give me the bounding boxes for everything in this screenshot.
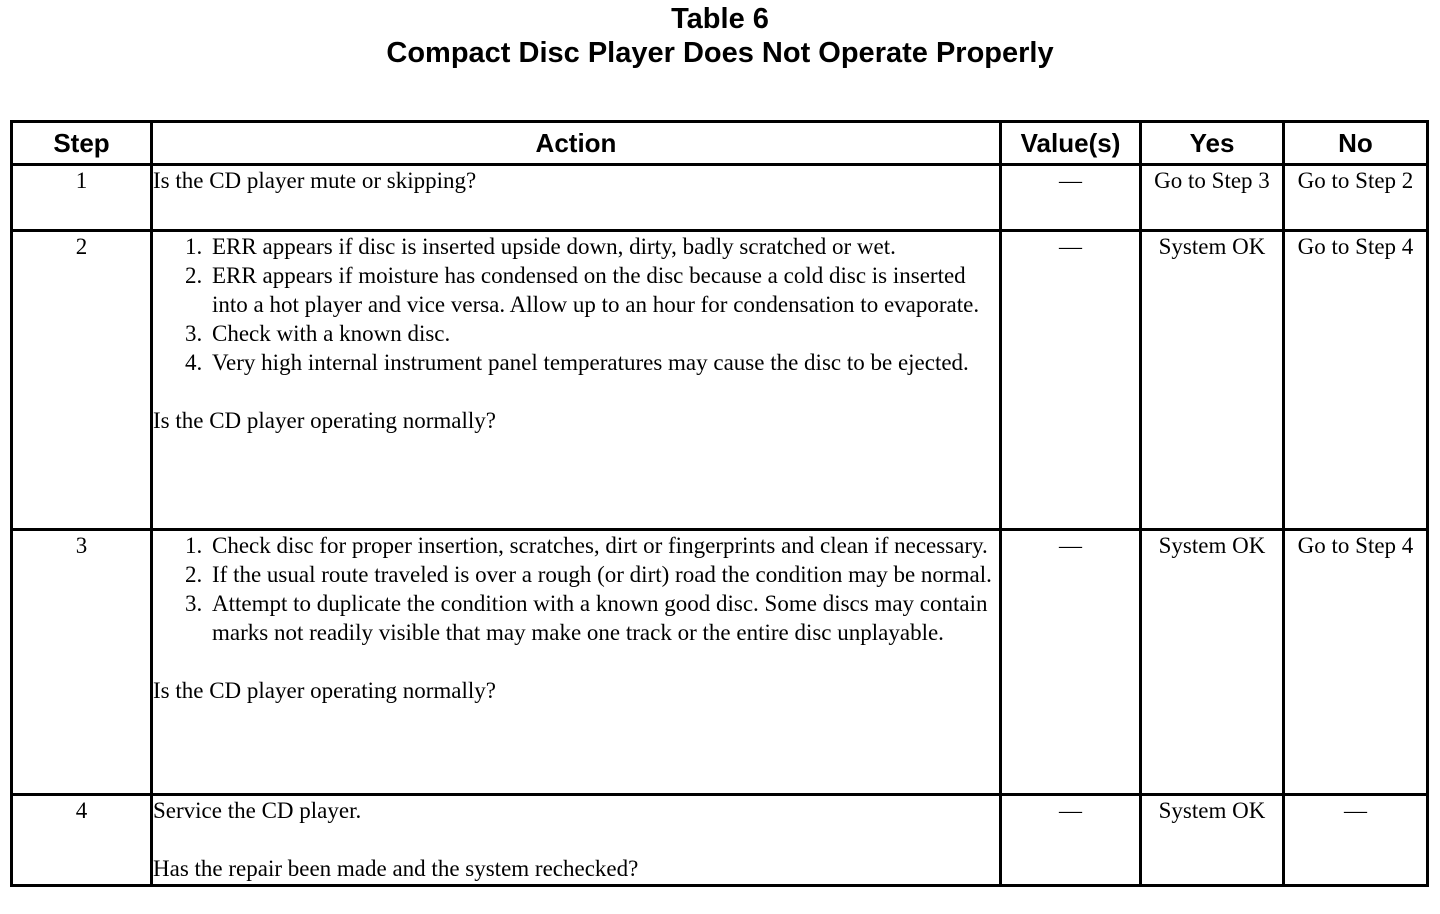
list-item: 4. Very high internal instrument panel temperatures may cause the disc to be ejected.: [208, 348, 999, 377]
action-list: [153, 232, 999, 377]
list-item: 3. Attempt to duplicate the condition with a known good disc. Some discs may contain marks not readily visible that may make one track or the entire disc unplayable.: [208, 589, 999, 647]
header-no: No: [1284, 122, 1428, 165]
table-row: [12, 530, 1428, 795]
step-number: 2: [12, 231, 152, 530]
no-cell: Go to Step 2: [1284, 165, 1428, 231]
action-question: Has the repair been made and the system rechecked?: [153, 856, 639, 881]
no-cell: —: [1284, 795, 1428, 886]
header-values: Value(s): [1001, 122, 1141, 165]
action-text: Is the CD player mute or skipping?: [153, 168, 477, 193]
step-number: 4: [12, 795, 152, 886]
yes-cell: System OK: [1141, 231, 1284, 530]
troubleshooting-table: [10, 120, 1429, 887]
action-list: [153, 531, 999, 647]
value-cell: —: [1001, 530, 1141, 795]
action-question: Is the CD player operating normally?: [153, 408, 496, 433]
yes-cell: Go to Step 3: [1141, 165, 1284, 231]
table-title: Compact Disc Player Does Not Operate Properly: [386, 37, 1054, 69]
action-text: Service the CD player.: [153, 798, 362, 823]
table-row: [12, 795, 1428, 886]
header-row: [12, 122, 1428, 165]
table-row: [12, 165, 1428, 231]
action-cell: [152, 165, 1001, 231]
header-step: Step: [12, 122, 152, 165]
action-question: Is the CD player operating normally?: [153, 678, 496, 703]
action-cell: [152, 530, 1001, 795]
yes-cell: System OK: [1141, 795, 1284, 886]
no-cell: Go to Step 4: [1284, 231, 1428, 530]
value-cell: —: [1001, 165, 1141, 231]
action-cell: [152, 795, 1001, 886]
value-cell: —: [1001, 231, 1141, 530]
no-cell: Go to Step 4: [1284, 530, 1428, 795]
yes-cell: System OK: [1141, 530, 1284, 795]
step-number: 3: [12, 530, 152, 795]
action-cell: [152, 231, 1001, 530]
list-item: 3. Check with a known disc.: [208, 319, 999, 348]
list-item: 1. Check disc for proper insertion, scratches, dirt or fingerprints and clean if necessary.: [208, 531, 999, 560]
step-number: 1: [12, 165, 152, 231]
list-item: 2. ERR appears if moisture has condensed on the disc because a cold disc is inserted into a hot player and vice versa. Allow up to an hour for condensation to evaporate.: [208, 261, 999, 319]
table-number: Table 6: [671, 3, 769, 35]
header-action: Action: [152, 122, 1001, 165]
list-item: 1. ERR appears if disc is inserted upside down, dirty, badly scratched or wet.: [208, 232, 999, 261]
value-cell: —: [1001, 795, 1141, 886]
list-item: 2. If the usual route traveled is over a rough (or dirt) road the condition may be normal.: [208, 560, 999, 589]
table-row: [12, 231, 1428, 530]
header-yes: Yes: [1141, 122, 1284, 165]
